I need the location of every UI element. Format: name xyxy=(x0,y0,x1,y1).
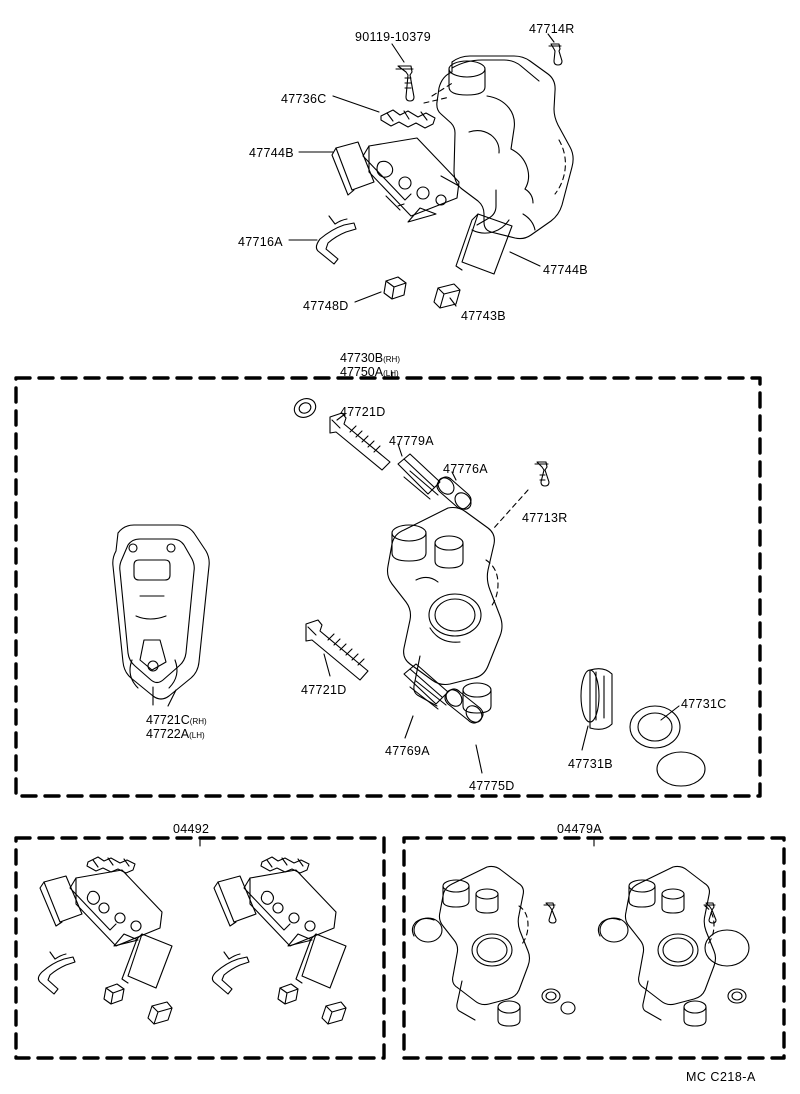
part-label-47721d-lower: 47721D xyxy=(301,683,347,697)
part-label-47731b: 47731B xyxy=(568,757,613,771)
part-label-47721d-upper: 47721D xyxy=(340,405,386,419)
part-label-47714r: 47714R xyxy=(529,22,575,36)
main-box-title-code-1: 47730B xyxy=(340,351,384,365)
part-label-47776a: 47776A xyxy=(443,462,488,476)
part-label-90119-10379: 90119-10379 xyxy=(355,30,432,44)
part-label-47713r: 47713R xyxy=(522,511,568,525)
bottom-right-box-title: 04479A xyxy=(557,822,602,836)
part-label-47744b-lower: 47744B xyxy=(543,263,588,277)
main-box-title xyxy=(340,352,400,380)
bracket-code-lh: 47722A xyxy=(146,727,190,741)
part-label-47775d: 47775D xyxy=(469,779,515,793)
part-label-47743b: 47743B xyxy=(461,309,506,323)
bracket-suffix-lh: (LH) xyxy=(189,731,205,740)
part-label-47731c: 47731C xyxy=(681,697,727,711)
part-label-47744b-upper: 47744B xyxy=(249,146,294,160)
part-label-47716a: 47716A xyxy=(238,235,283,249)
part-label-47748d: 47748D xyxy=(303,299,349,313)
main-box-title-suffix-2: (LH) xyxy=(383,369,399,378)
sheet-code: MC C218-A xyxy=(686,1070,756,1084)
part-label-47736c: 47736C xyxy=(281,92,327,106)
part-label-47769a: 47769A xyxy=(385,744,430,758)
bracket-suffix-rh: (RH) xyxy=(189,717,207,726)
part-label-47779a: 47779A xyxy=(389,434,434,448)
part-label-bracket xyxy=(146,714,207,742)
bottom-left-box-title: 04492 xyxy=(173,822,210,836)
bracket-code-rh: 47721C xyxy=(146,713,190,727)
main-box-title-suffix-1: (RH) xyxy=(383,355,400,364)
main-box-title-code-2: 47750A xyxy=(340,365,384,379)
